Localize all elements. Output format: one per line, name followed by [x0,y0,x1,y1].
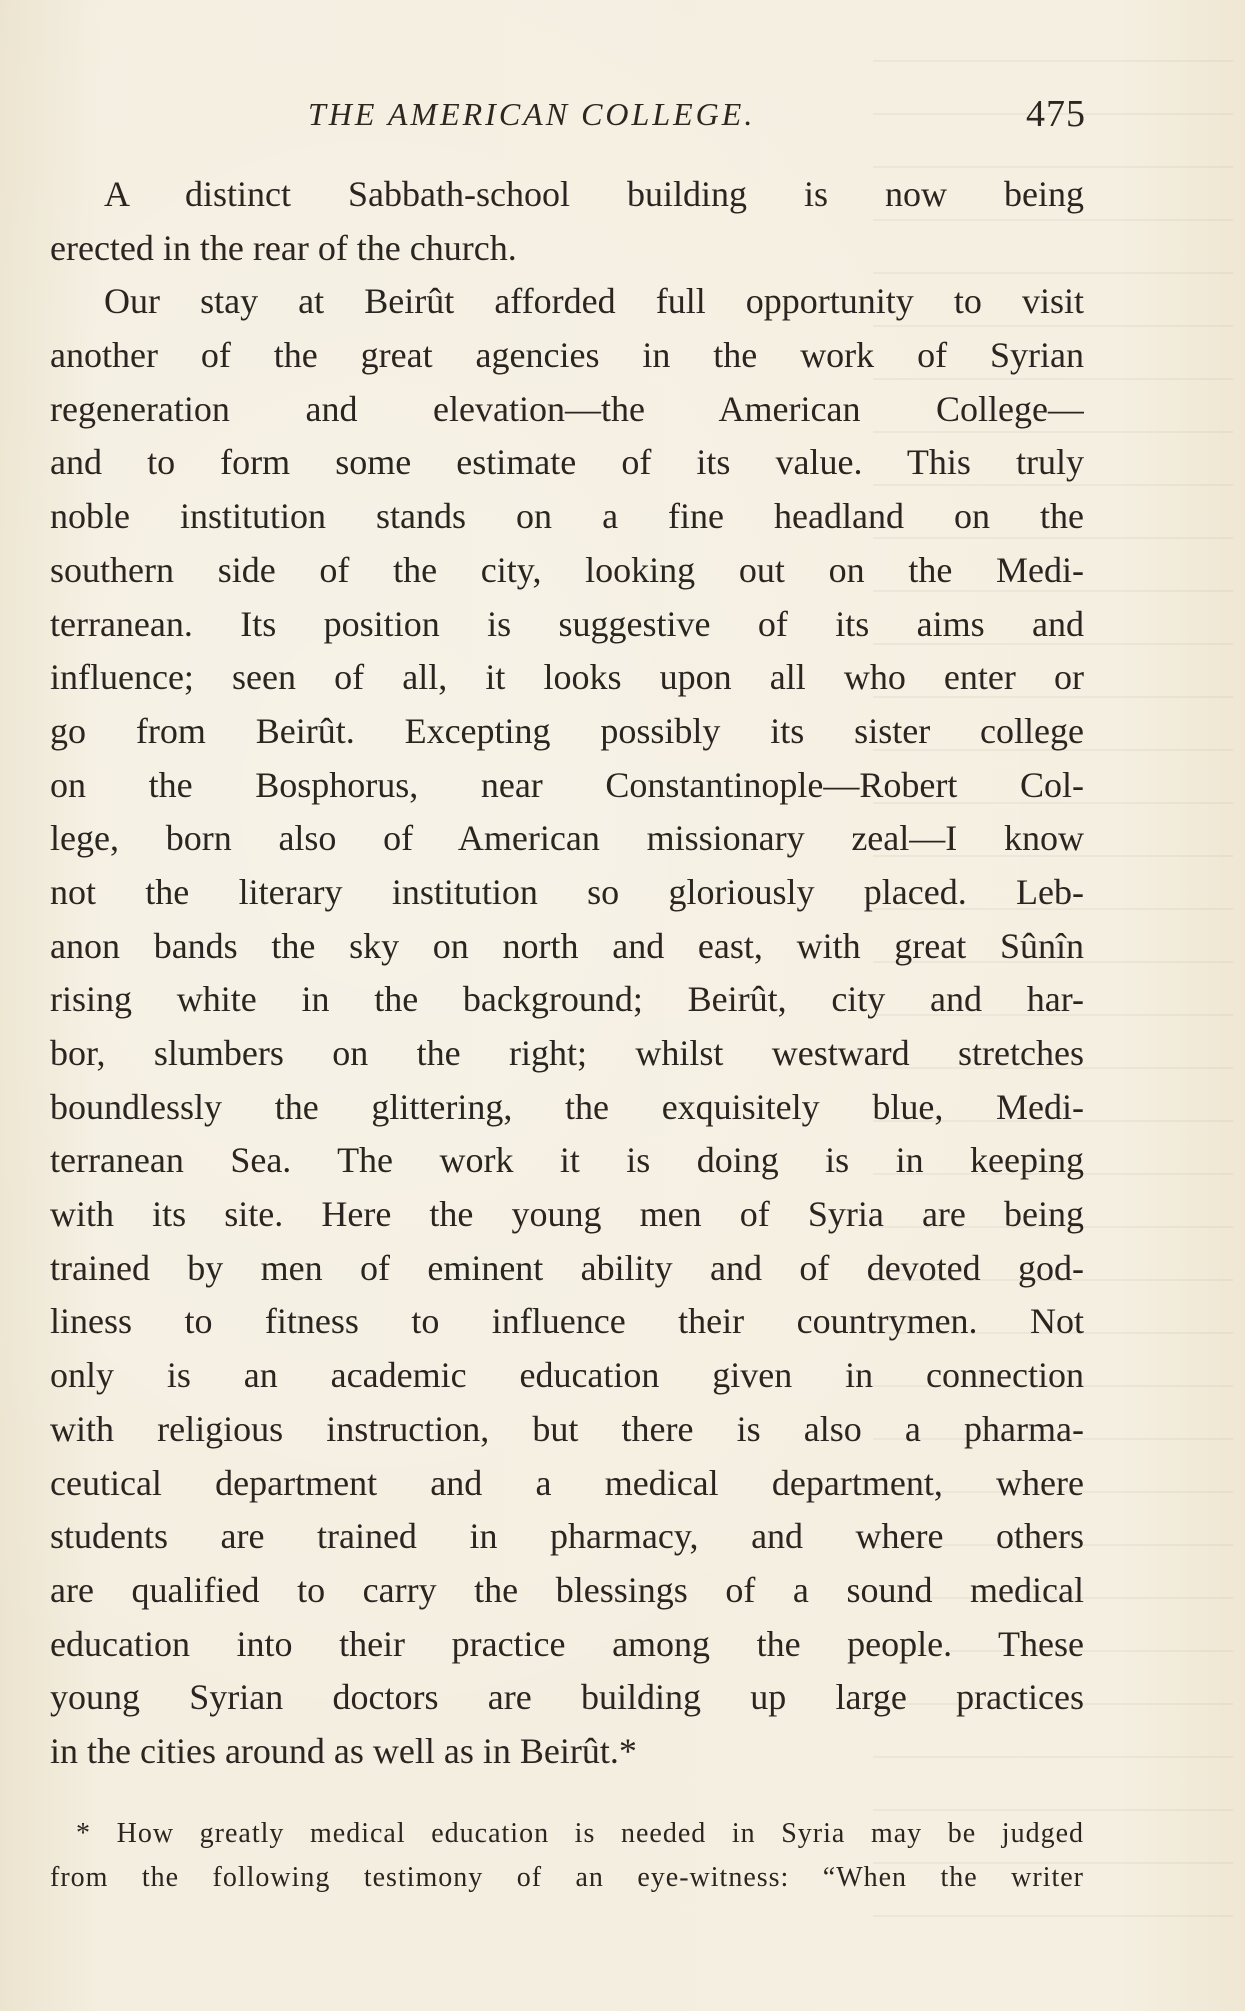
text-line: go from Beirût. Excepting possibly its sister college [50,710,1084,751]
running-head: THE AMERICAN COLLEGE. [308,96,756,132]
footnote-line: from the following testimony of an eye-witness: “When the writer [50,1862,1084,1893]
text-line: are qualified to carry the blessings of a sound medical [50,1569,1084,1610]
text-line: noble institution stands on a fine headland on the [50,496,1084,537]
text-line: ceutical department and a medical department, where [50,1462,1084,1503]
footnote-line: * How greatly medical education is needed in Syria may be judged [76,1818,1084,1849]
footnote [50,1812,1084,1900]
text-line: young Syrian doctors are building up large practices [50,1677,1084,1718]
text-line: students are trained in pharmacy, and where others [50,1516,1084,1557]
page-number: 475 [1026,93,1086,135]
text-line: trained by men of eminent ability and of devoted god- [50,1247,1084,1288]
text-line: with its site. Here the young men of Syria are being [50,1194,1084,1235]
text-line: terranean. Its position is suggestive of its aims and [50,603,1084,644]
page-header [56,92,1086,142]
text-line: liness to fitness to influence their countrymen. Not [50,1301,1084,1342]
text-line: influence; seen of all, it looks upon all who enter or [50,657,1084,698]
text-line: A distinct Sabbath-school building is now being [104,174,1084,214]
text-line: another of the great agencies in the work of Syrian [50,335,1084,376]
text-line: only is an academic education given in connection [50,1355,1084,1396]
text-line: erected in the rear of the church. [50,227,517,268]
text-line: with religious instruction, but there is also a pharma- [50,1408,1084,1449]
text-line: in the cities around as well as in Beirût.* [50,1730,637,1771]
text-line: regeneration and elevation—the American College— [50,388,1084,429]
text-line: anon bands the sky on north and east, with great Sûnîn [50,925,1084,966]
text-line: not the literary institution so gloriously placed. Leb- [50,871,1084,912]
text-line: rising white in the background; Beirût, city and har- [50,979,1084,1020]
text-line: southern side of the city, looking out on the Medi- [50,549,1084,590]
text-line: and to form some estimate of its value. This truly [50,442,1084,483]
text-line: terranean Sea. The work it is doing is in keeping [50,1140,1084,1181]
text-line: Our stay at Beirût afforded full opportunity to visit [104,281,1084,322]
text-line: lege, born also of American missionary zeal—I know [50,818,1084,859]
text-line: bor, slumbers on the right; whilst westward stretches [50,1033,1084,1073]
text-line: boundlessly the glittering, the exquisitely blue, Medi- [50,1086,1084,1127]
body-text [50,168,1084,1779]
text-line: on the Bosphorus, near Constantinople—Robert Col- [50,764,1084,805]
text-line: education into their practice among the people. These [50,1623,1084,1664]
